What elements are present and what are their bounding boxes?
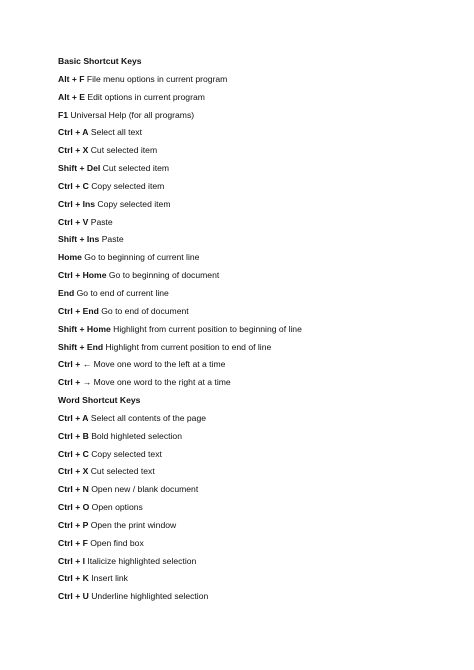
- shortcut-description: Select all text: [90, 127, 142, 138]
- shortcut-description: Universal Help (for all programs): [70, 109, 195, 120]
- shortcut-key: Ctrl + End: [58, 305, 99, 316]
- shortcut-description: File menu options in current program: [86, 73, 228, 84]
- shortcut-key: End: [58, 287, 75, 298]
- shortcut-key: Ctrl + Home: [58, 270, 107, 281]
- shortcut-description: Open options: [91, 502, 143, 513]
- shortcut-row: [58, 217, 474, 228]
- shortcut-row: [58, 466, 474, 477]
- shortcut-key: Ctrl + X: [58, 466, 89, 477]
- shortcut-row: [58, 74, 474, 85]
- shortcut-row: [58, 288, 474, 299]
- shortcut-key: Ctrl + K: [58, 573, 89, 584]
- shortcut-row: [58, 591, 474, 602]
- shortcut-description: Cut selected item: [102, 163, 170, 174]
- shortcut-description: Select all contents of the page: [90, 412, 207, 423]
- shortcut-key: F1: [58, 109, 69, 120]
- shortcut-description: Insert link: [91, 573, 128, 584]
- shortcut-key: Home: [58, 252, 82, 263]
- shortcut-key: Ctrl + C: [58, 180, 89, 191]
- shortcut-row: [58, 181, 474, 192]
- shortcut-description: Bold highleted selection: [91, 430, 182, 441]
- shortcut-key: Ctrl + I: [58, 555, 85, 566]
- shortcut-row: [58, 92, 474, 103]
- shortcut-key: Alt + F: [58, 73, 85, 84]
- shortcut-row: [58, 270, 474, 281]
- shortcut-description: Italicize highlighted selection: [87, 555, 197, 566]
- shortcut-description: Go to end of current line: [76, 287, 169, 298]
- shortcut-row: [58, 306, 474, 317]
- shortcut-description: Copy selected item: [91, 180, 165, 191]
- shortcut-key: Ctrl + U: [58, 591, 89, 602]
- shortcut-description: Move one word to the left at a time: [93, 359, 226, 370]
- shortcut-row: [58, 413, 474, 424]
- shortcut-description: Cut selected text: [90, 466, 155, 477]
- shortcut-description: Highlight from current position to end of line: [105, 341, 272, 352]
- shortcut-description: Go to beginning of current line: [84, 252, 200, 263]
- shortcut-key: Ctrl + A: [58, 412, 89, 423]
- shortcut-description: Open the print window: [90, 519, 177, 530]
- shortcut-row: [58, 538, 474, 549]
- shortcut-key: Ctrl + N: [58, 484, 89, 495]
- shortcut-description: Paste: [101, 234, 124, 245]
- shortcut-key: Shift + Del: [58, 163, 101, 174]
- shortcut-row: [58, 234, 474, 245]
- shortcut-key: Shift + Ins: [58, 234, 100, 245]
- shortcut-description: Move one word to the right at a time: [93, 377, 231, 388]
- shortcut-row: [58, 377, 474, 388]
- shortcut-key: Ctrl + →: [58, 377, 92, 388]
- shortcut-key: Ctrl + ←: [58, 359, 92, 370]
- shortcut-description: Underline highlighted selection: [91, 591, 209, 602]
- shortcut-row: [58, 573, 474, 584]
- shortcut-key: Shift + Home: [58, 323, 111, 334]
- shortcut-key: Ctrl + F: [58, 537, 88, 548]
- shortcut-key: Alt + E: [58, 91, 85, 102]
- shortcut-description: Paste: [90, 216, 113, 227]
- shortcut-key: Ctrl + B: [58, 430, 89, 441]
- shortcut-description: Cut selected item: [90, 145, 158, 156]
- shortcut-row: [58, 502, 474, 513]
- shortcut-key: Ctrl + A: [58, 127, 89, 138]
- shortcut-key: Ctrl + P: [58, 519, 89, 530]
- section-heading-word: Word Shortcut Keys: [58, 395, 141, 406]
- shortcut-description: Open new / blank document: [91, 484, 199, 495]
- shortcut-row: [58, 127, 474, 138]
- shortcut-key: Ctrl + O: [58, 502, 90, 513]
- shortcut-row: [58, 520, 474, 531]
- shortcut-row: [58, 324, 474, 335]
- shortcut-description: Highlight from current position to beginning of line: [113, 323, 302, 334]
- shortcut-row: [58, 252, 474, 263]
- shortcut-row: [58, 484, 474, 495]
- shortcut-row: [58, 449, 474, 460]
- shortcut-key: Ctrl + X: [58, 145, 89, 156]
- shortcut-row: [58, 110, 474, 121]
- shortcut-row: [58, 431, 474, 442]
- shortcut-row: [58, 342, 474, 353]
- shortcut-description: Open find box: [90, 537, 144, 548]
- shortcut-key: Ctrl + C: [58, 448, 89, 459]
- shortcut-key: Shift + End: [58, 341, 104, 352]
- shortcut-row: [58, 145, 474, 156]
- shortcut-row: [58, 163, 474, 174]
- shortcut-key: Ctrl + V: [58, 216, 89, 227]
- shortcut-row: [58, 556, 474, 567]
- section-heading-basic: Basic Shortcut Keys: [58, 56, 142, 66]
- shortcut-row: [58, 359, 474, 370]
- shortcut-row: [58, 199, 474, 210]
- shortcut-description: Go to beginning of document: [108, 270, 220, 281]
- shortcut-description: Edit options in current program: [87, 91, 205, 102]
- shortcut-description: Copy selected item: [97, 198, 171, 209]
- shortcut-key: Ctrl + Ins: [58, 198, 96, 209]
- shortcut-description: Go to end of document: [101, 305, 189, 316]
- shortcut-description: Copy selected text: [91, 448, 162, 459]
